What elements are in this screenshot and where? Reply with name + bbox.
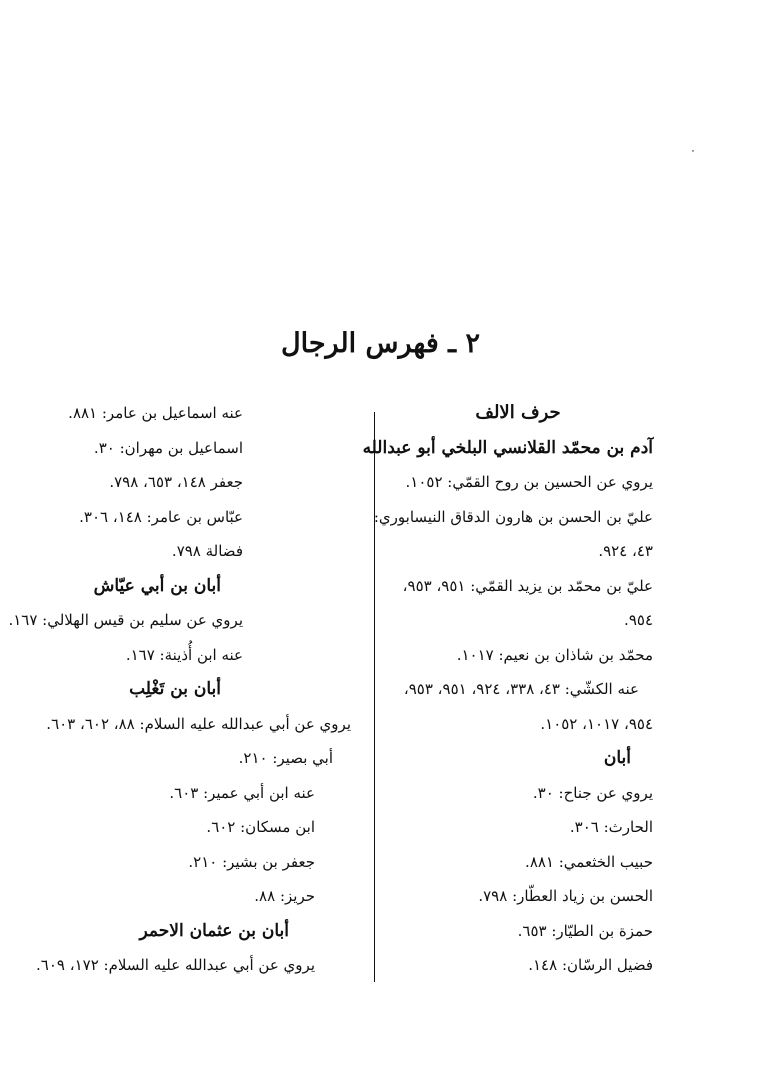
index-entry: عليّ بن محمّد بن يزيد القمّي: ٩٥١، ٩٥٣، [402, 576, 653, 595]
page-title: ٢ ـ فهرس الرجال [281, 328, 480, 359]
index-entry: فضالة ٧٩٨. [171, 542, 243, 560]
index-entry: محمّد بن شاذان بن نعيم: ١٠١٧. [456, 645, 653, 664]
index-entry: يروي عن أبي عبدالله عليه السلام: ١٧٢، ٦٠٩. [36, 956, 315, 974]
index-heading: آدم بن محمّد القلانسي البلخي أبو عبدالله [362, 437, 653, 458]
index-entry: الحسن بن زياد العطّار: ٧٩٨. [478, 887, 653, 905]
index-entry: يروي عن أبي عبدالله عليه السلام: ٨٨، ٦٠٢، ٦٠٣. [46, 714, 351, 733]
index-entry: ابن مسكان: ٦٠٢. [206, 818, 315, 836]
page-mark: ٠ [690, 144, 696, 157]
left-column [8, 396, 351, 983]
index-entry: عبّاس بن عامر: ١٤٨، ٣٠٦. [79, 507, 243, 526]
index-entry: عنه ابن أبي عمير: ٦٠٣. [169, 783, 315, 802]
index-heading: أبان [603, 748, 631, 768]
index-heading: أبان بن عثمان الاحمر [139, 920, 289, 941]
index-entry: يروي عن سليم بن قيس الهلالي: ١٦٧. [8, 611, 243, 629]
index-entry: ٩٥٤. [624, 611, 653, 629]
right-column [362, 396, 653, 983]
index-entry: حبيب الخثعمي: ٨٨١. [525, 852, 653, 871]
index-entry: جعفر بن بشير: ٢١٠. [188, 852, 315, 871]
index-entry: أبي بصير: ٢١٠. [238, 749, 333, 767]
index-entry: عنه الكشّي: ٤٣، ٣٣٨، ٩٢٤، ٩٥١، ٩٥٣، [403, 680, 639, 698]
index-entry: ٤٣، ٩٢٤. [598, 542, 653, 560]
index-entry: يروي عن جناح: ٣٠. [532, 783, 653, 802]
index-heading: أبان بن تَغْلِب [129, 679, 221, 699]
column-divider [374, 412, 375, 982]
index-entry: عنه اسماعيل بن عامر: ٨٨١. [68, 404, 243, 422]
index-entry: يروي عن الحسين بن روح القمّي: ١٠٥٢. [405, 473, 653, 491]
index-entry: فضيل الرسّان: ١٤٨. [528, 956, 653, 974]
index-entry: اسماعيل بن مهران: ٣٠. [93, 438, 243, 457]
index-entry: حريز: ٨٨. [254, 887, 315, 905]
index-entry: الحارث: ٣٠٦. [569, 818, 653, 836]
index-entry: ٩٥٤، ١٠١٧، ١٠٥٢. [540, 714, 653, 733]
index-entry: عنه ابن أُذينة: ١٦٧. [125, 645, 243, 664]
index-entry: جعفر ١٤٨، ٦٥٣، ٧٩٨. [109, 473, 243, 491]
index-entry: عليّ بن الحسن بن هارون الدقاق النيسابوري: [373, 507, 653, 526]
index-entry: حمزة بن الطيّار: ٦٥٣. [517, 921, 653, 940]
section-heading: حرف الالف [475, 402, 561, 423]
index-heading: أبان بن أبي عيّاش [93, 575, 221, 596]
